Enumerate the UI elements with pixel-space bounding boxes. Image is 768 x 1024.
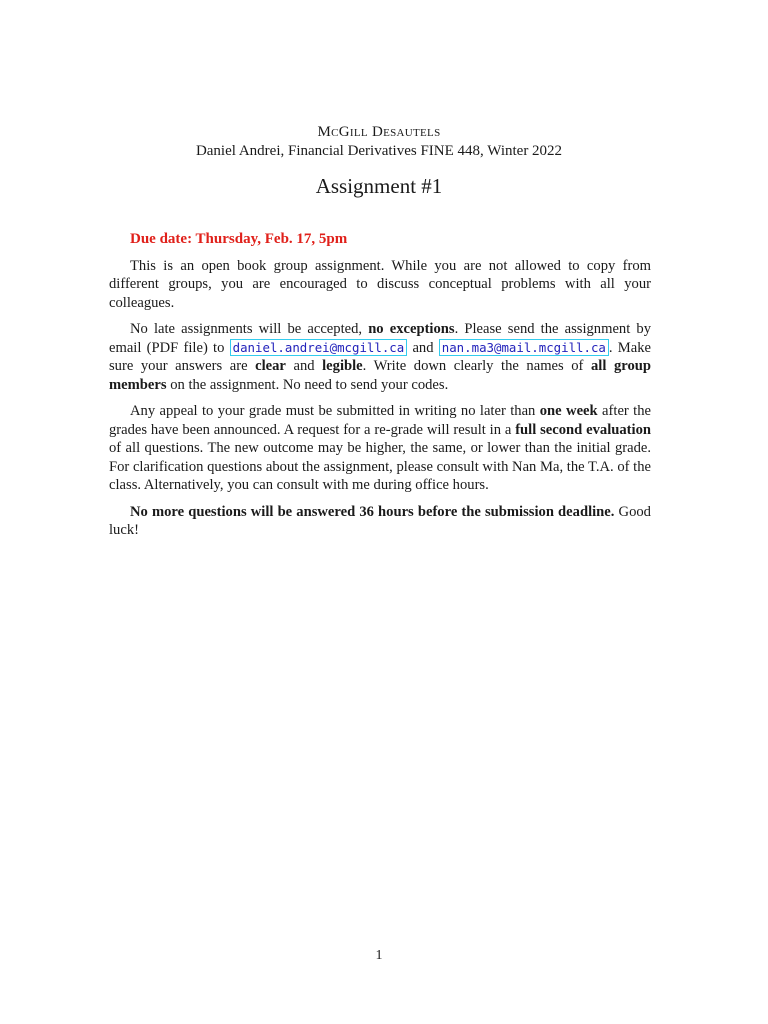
emphasis-no-more-questions: No more questions will be answered 36 hours before the submission deadline.	[130, 503, 615, 520]
text: and	[285, 358, 323, 374]
text: Good luck!	[109, 503, 651, 538]
email-link-daniel[interactable]: daniel.andrei@mcgill.ca	[230, 339, 408, 356]
paragraph-appeal	[109, 402, 651, 495]
emphasis-no-exceptions: no exceptions	[368, 321, 455, 337]
text: after the grades have been announced. A request for a re-grade will result in a	[109, 403, 652, 438]
emphasis-legible: legible	[322, 358, 363, 374]
text: Any appeal to your grade must be submitted in writing no later than	[130, 403, 540, 419]
emphasis-clear: clear	[255, 358, 286, 374]
text: of all questions. The new outcome may be higher, the same, or lower than the initial grade. For clarification questions about the assignment, please consult with Nan Ma, the T.A. of the class. Alternatively, you can consult with me during office hours.	[109, 440, 651, 493]
text: . Make sure your answers are	[109, 339, 651, 374]
paragraph-closing	[109, 503, 651, 540]
text: on the assignment. No need to send your codes.	[166, 376, 449, 393]
page-number: 1	[375, 948, 383, 963]
assignment-title: Assignment #1	[315, 174, 443, 198]
email-link-nan[interactable]: nan.ma3@mail.mcgill.ca	[439, 339, 609, 356]
school-name: McGill Desautels	[317, 124, 441, 140]
emphasis-all-group-members: all group members	[109, 358, 651, 393]
document-body	[109, 230, 651, 548]
emphasis-full-second-evaluation: full second evaluation	[515, 421, 651, 438]
text: No late assignments will be accepted,	[130, 321, 369, 337]
due-date: Due date: Thursday, Feb. 17, 5pm	[130, 231, 348, 247]
paragraph-submission	[109, 320, 651, 394]
course-line: Daniel Andrei, Financial Derivatives FINE 448, Winter 2022	[195, 143, 563, 159]
text: . Write down clearly the names of	[362, 358, 591, 374]
text: and	[407, 339, 439, 356]
document-header	[0, 122, 758, 199]
paragraph-open-book: This is an open book group assignment. While you are not allowed to copy from different groups, you are encouraged to discuss conceptual problems with all your colleagues.	[109, 257, 651, 311]
emphasis-one-week: one week	[539, 403, 598, 419]
text: . Please send the assignment by email (PDF file) to	[109, 321, 652, 356]
